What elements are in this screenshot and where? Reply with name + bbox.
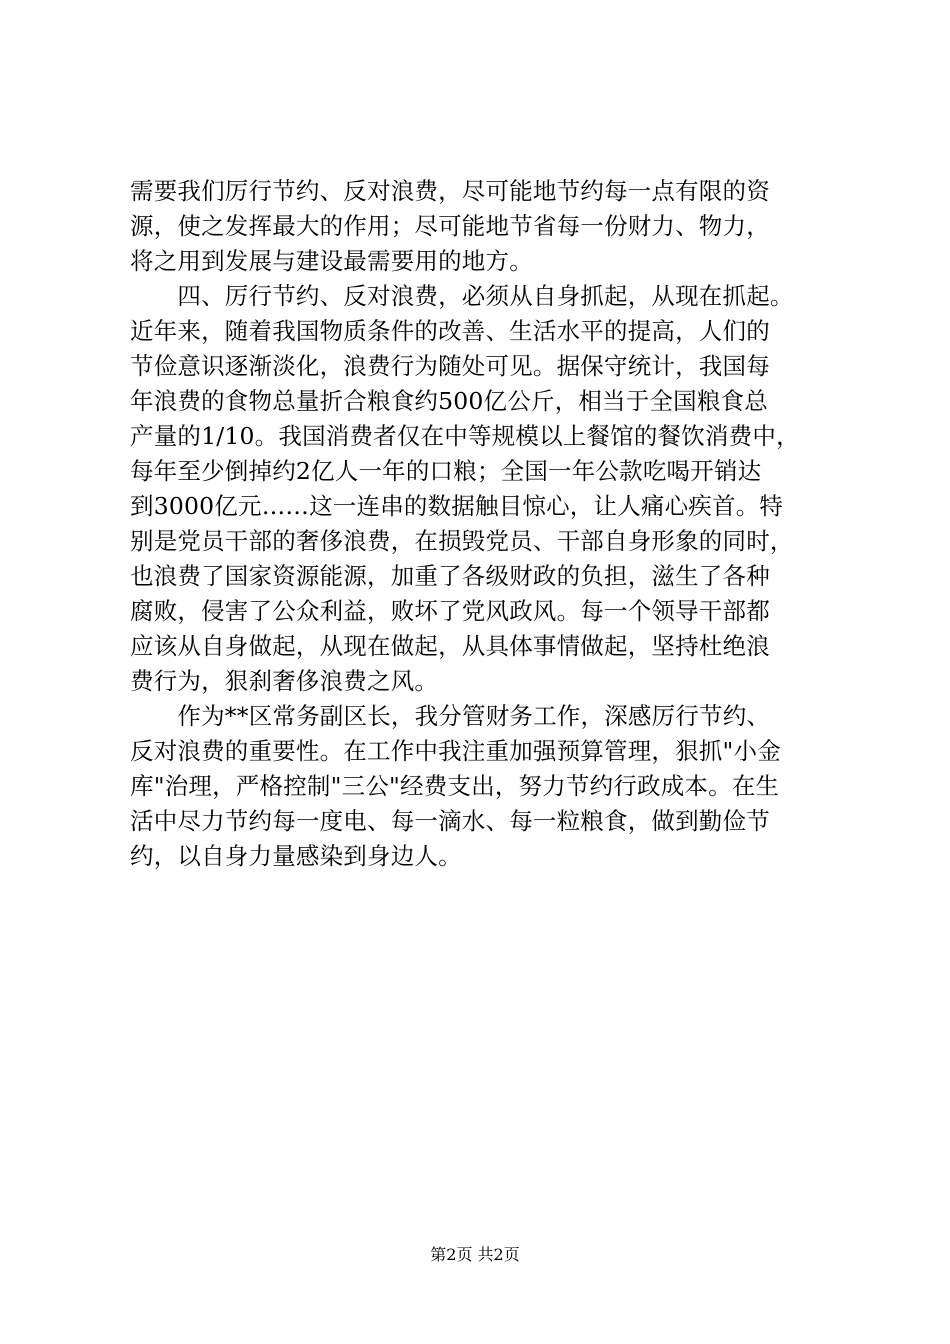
text-line-20: 约，以自身力量感染到身边人。 <box>130 842 462 870</box>
text-line-5: 近年来，随着我国物质条件的改善、生活水平的提高，人们的 <box>130 317 770 345</box>
text-line-1: 需要我们厉行节约、反对浪费，尽可能地节约每一点有限的资 <box>130 177 770 205</box>
text-line-15: 费行为，狠刹奢侈浪费之风。 <box>130 667 439 695</box>
text-line-16: 作为**区常务副区长，我分管财务工作，深感厉行节约、 <box>130 702 771 730</box>
text-line-11: 别是党员干部的奢侈浪费，在损毁党员、干部自身形象的同时， <box>130 527 794 555</box>
text-line-2: 源，使之发挥最大的作用；尽可能地节省每一份财力、物力， <box>130 212 770 240</box>
text-line-14: 应该从自身做起，从现在做起，从具体事情做起，坚持杜绝浪 <box>130 632 770 660</box>
text-line-10: 到3000亿元……这一连串的数据触目惊心，让人痛心疾首。特 <box>130 492 784 520</box>
page-number-label: 第2页 共2页 <box>430 1245 520 1264</box>
body-text <box>130 174 830 874</box>
text-line-4: 四、厉行节约、反对浪费，必须从自身抓起，从现在抓起。 <box>130 282 794 310</box>
text-line-19: 活中尽力节约每一度电、每一滴水、每一粒粮食，做到勤俭节 <box>130 807 770 835</box>
text-line-17: 反对浪费的重要性。在工作中我注重加强预算管理，狠抓"小金 <box>130 737 781 765</box>
text-line-13: 腐败，侵害了公众利益，败坏了党风政风。每一个领导干部都 <box>130 597 770 625</box>
page-footer <box>0 1244 950 1266</box>
text-line-3: 将之用到发展与建设最需要用的地方。 <box>130 247 533 275</box>
text-line-7: 年浪费的食物总量折合粮食约500亿公斤，相当于全国粮食总 <box>130 387 768 415</box>
text-line-8: 产量的1/10。我国消费者仅在中等规模以上餐馆的餐饮消费中， <box>130 422 800 450</box>
text-line-9: 每年至少倒掉约2亿人一年的口粮；全国一年公款吃喝开销达 <box>130 457 762 485</box>
text-line-12: 也浪费了国家资源能源，加重了各级财政的负担，滋生了各种 <box>130 562 770 590</box>
text-line-6: 节俭意识逐渐淡化，浪费行为随处可见。据保守统计，我国每 <box>130 352 770 380</box>
text-line-18: 库"治理，严格控制"三公"经费支出，努力节约行政成本。在生 <box>130 772 780 800</box>
